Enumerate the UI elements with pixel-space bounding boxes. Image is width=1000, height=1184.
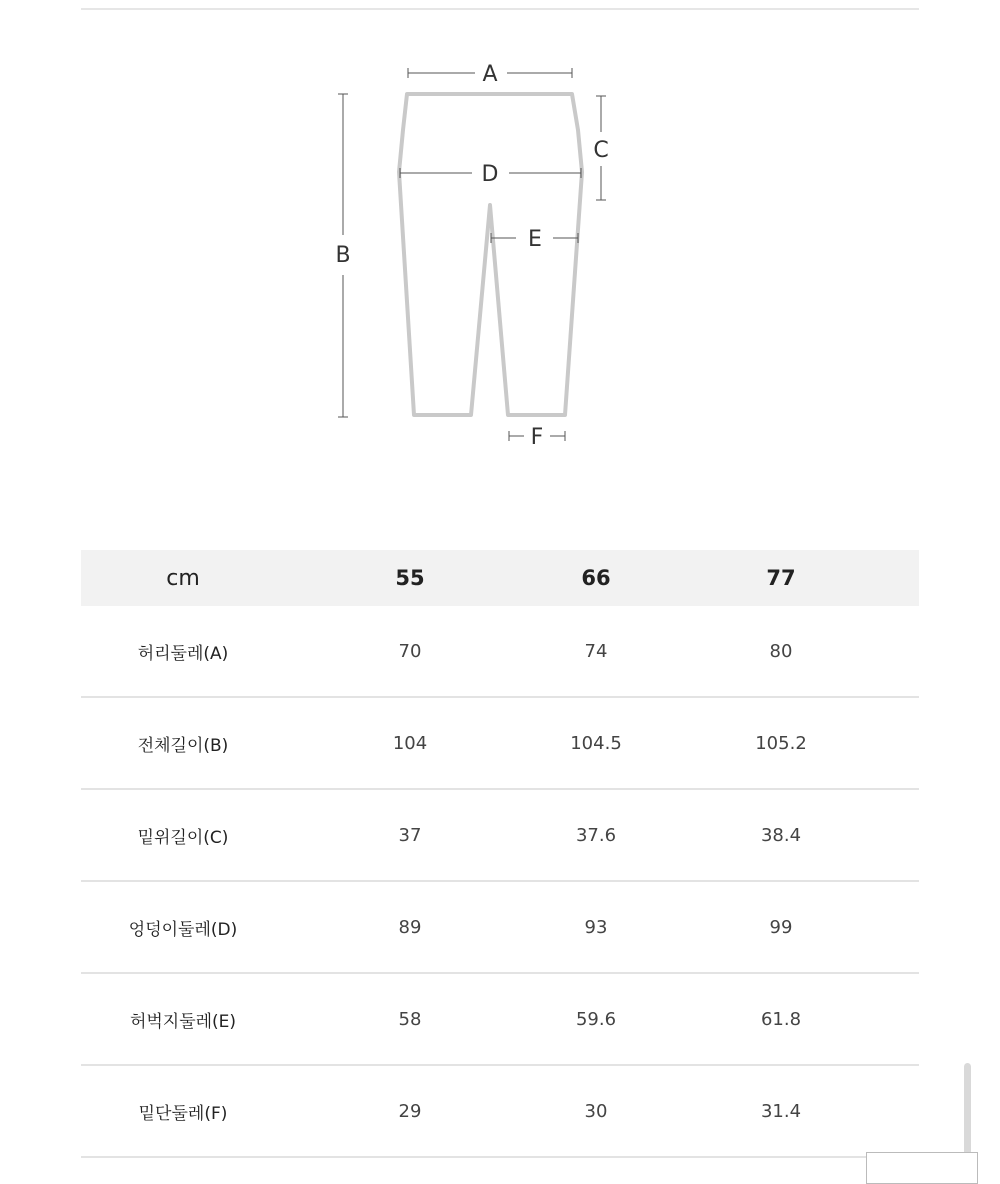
row-value: 93 — [584, 916, 608, 938]
row-value: 89 — [398, 916, 422, 938]
row-value: 31.4 — [760, 1100, 802, 1122]
row-label: 허벅지둘레(E) — [129, 1011, 237, 1032]
row-value: 104 — [392, 732, 428, 754]
row-value: 74 — [584, 640, 608, 662]
row-value: 37 — [398, 824, 422, 846]
row-value: 99 — [769, 916, 793, 938]
row-value: 29 — [398, 1100, 422, 1122]
size-header-55: 55 — [395, 566, 425, 590]
measure-label-b: B — [335, 243, 351, 268]
row-value: 104.5 — [570, 732, 622, 754]
measure-label-e: E — [528, 227, 542, 252]
row-label: 엉덩이둘레(D) — [128, 919, 238, 940]
table-row — [81, 606, 919, 698]
size-header-77: 77 — [766, 566, 796, 590]
measure-label-d: D — [481, 162, 499, 187]
unit-header: cm — [166, 565, 200, 591]
scrollbar[interactable] — [964, 1063, 971, 1163]
table-row — [81, 790, 919, 882]
row-value: 59.6 — [575, 1008, 617, 1030]
row-value: 80 — [769, 640, 793, 662]
pants-measurement-diagram — [0, 0, 1000, 470]
size-table-header — [81, 550, 919, 606]
row-value: 30 — [584, 1100, 608, 1122]
table-row — [81, 1066, 919, 1158]
table-row — [81, 698, 919, 790]
pants-outline — [399, 94, 582, 415]
table-row — [81, 882, 919, 974]
measure-label-c: C — [593, 138, 609, 163]
measure-label-a: A — [482, 62, 498, 87]
measure-label-f: F — [530, 425, 544, 450]
row-value: 58 — [398, 1008, 422, 1030]
size-table — [81, 550, 919, 1158]
row-label: 전체길이(B) — [137, 735, 229, 756]
row-value: 105.2 — [755, 732, 807, 754]
table-row — [81, 974, 919, 1066]
row-label: 밑위길이(C) — [137, 827, 229, 848]
row-value: 38.4 — [760, 824, 802, 846]
floating-button[interactable] — [866, 1152, 978, 1184]
row-label: 밑단둘레(F) — [138, 1103, 228, 1124]
row-label: 허리둘레(A) — [137, 643, 229, 664]
row-value: 61.8 — [760, 1008, 802, 1030]
size-header-66: 66 — [581, 566, 611, 590]
row-value: 70 — [398, 640, 422, 662]
row-value: 37.6 — [575, 824, 617, 846]
